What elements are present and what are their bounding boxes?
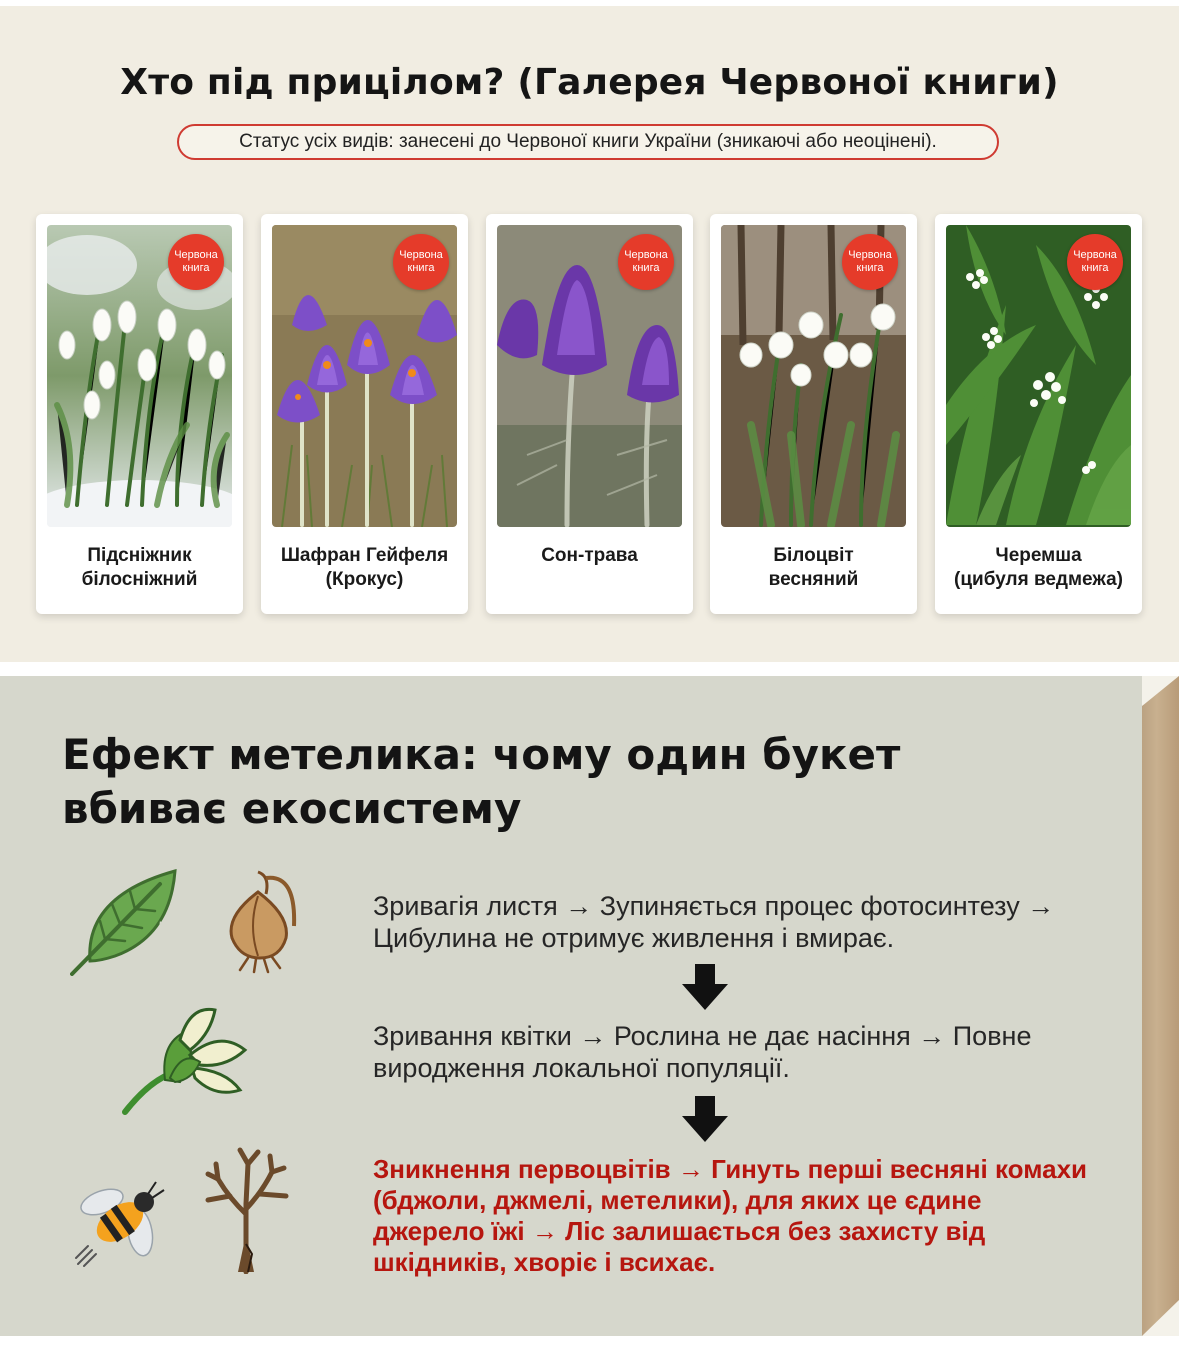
red-book-badge: Червона книга: [618, 234, 674, 290]
species-name: Сон-трава: [541, 545, 638, 566]
butterfly-title: Ефект метелика: чому один букет вбиває екосистему: [62, 730, 901, 833]
wild-garlic-photo: [946, 225, 1131, 527]
red-book-gallery: [0, 6, 1179, 662]
species-card-snowdrop[interactable]: [36, 214, 243, 614]
species-card-pasqueflower[interactable]: [486, 214, 693, 614]
species-card-wild-garlic[interactable]: [935, 214, 1142, 614]
leaf-icon: [70, 866, 180, 976]
snowflake-photo: [721, 225, 906, 527]
species-card-spring-snowflake[interactable]: [710, 214, 917, 614]
species-name: Черемша (цибуля ведмежа): [954, 545, 1123, 590]
red-book-badge: Червона книга: [168, 234, 224, 290]
crocus-photo: [272, 225, 457, 527]
bee-icon: [74, 1172, 170, 1268]
red-book-badge: Червона книга: [393, 234, 449, 290]
dead-tree-icon: [200, 1144, 292, 1274]
step-3-text: Зникнення первоцвітів → Гинуть перші весняні комахи (бджоли, джмелі, метелики), для яких це єдине джерело їжі → Ліс залишається без захисту від шкідників, хворіє і всихає.: [373, 1154, 1088, 1277]
bulb-icon: [218, 866, 302, 974]
down-arrow-icon: [682, 1096, 728, 1142]
gallery-title: Хто під прицілом? (Галерея Червоної книги): [120, 62, 1059, 103]
species-name: Білоцвіт весняний: [768, 545, 859, 590]
species-name: Підсніжник білосніжний: [81, 545, 198, 590]
cardboard-fold: [1142, 676, 1179, 706]
step-1-text: Зривагія листя → Зупиняється процес фотосинтезу → Цибулина не отримує живлення і вмирає.: [373, 891, 1055, 953]
pasqueflower-photo: [497, 225, 682, 527]
snowdrop-photo: [47, 225, 232, 527]
species-card-crocus[interactable]: [261, 214, 468, 614]
down-arrow-icon: [682, 964, 728, 1010]
species-name: Шафран Гейфеля (Крокус): [280, 545, 449, 590]
status-note: Статус усіх видів: занесені до Червоної книги України (зникаючі або неоцінені).: [177, 124, 999, 160]
red-book-badge: Червона книга: [842, 234, 898, 290]
flower-icon: [120, 1000, 250, 1118]
cardboard-fold: [1142, 1300, 1179, 1336]
cardboard-edge: [1142, 676, 1179, 1336]
red-book-badge: Червона книга: [1067, 234, 1123, 290]
step-2-text: Зривання квітки → Рослина не дає насіння → Повне виродження локальної популяції.: [373, 1021, 1032, 1083]
